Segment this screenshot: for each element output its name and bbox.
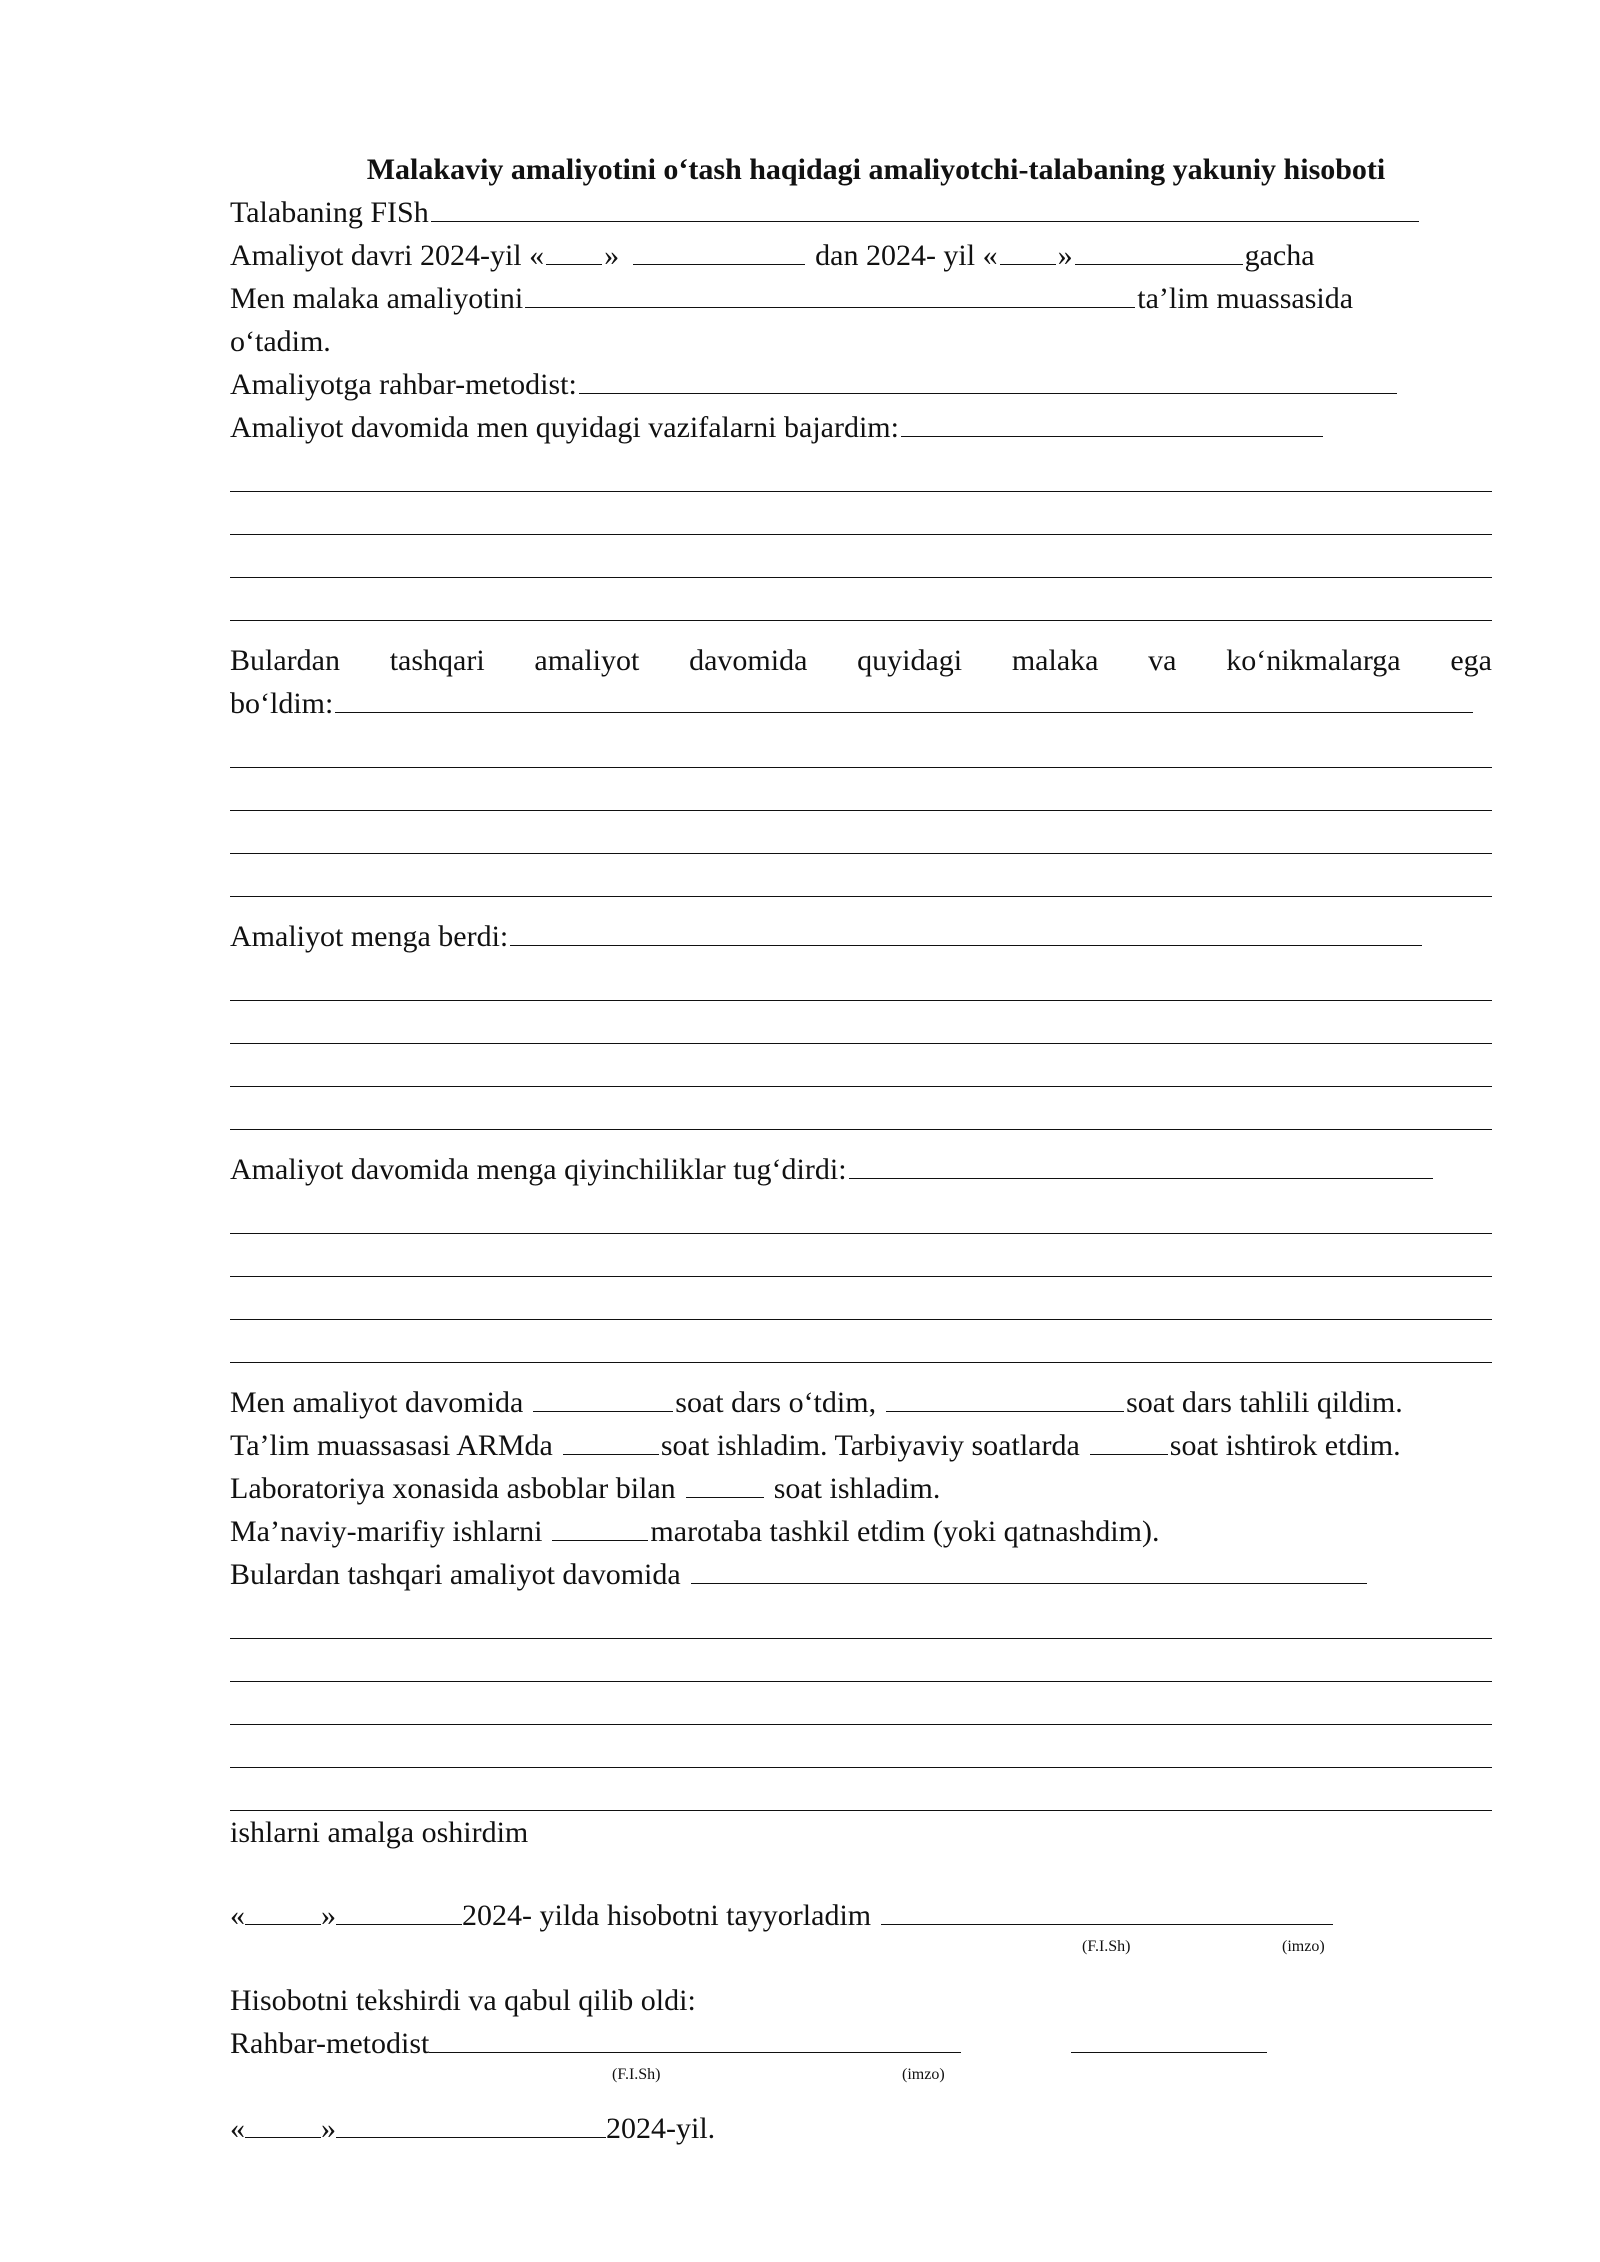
prepared-day-blank[interactable] (245, 1894, 321, 1925)
difficulties-label: Amaliyot davomida menga qiyinchiliklar tug‘dirdi: (230, 1153, 847, 1186)
gave-row (230, 915, 1492, 958)
signature-caption: (imzo) (1282, 1938, 1325, 1955)
period-until-label: gacha (1244, 239, 1315, 272)
hours-text: Bulardan tashqari amaliyot davomida (230, 1558, 681, 1591)
difficulties-line-1[interactable] (230, 1191, 1492, 1234)
other-work-line-5[interactable] (230, 1768, 1492, 1811)
institution-suffix: ta’lim muassasida (1137, 282, 1354, 315)
other-work-line-4[interactable] (230, 1725, 1492, 1768)
supervisor-signature-blank[interactable] (1071, 2022, 1267, 2053)
institution-label: Men malaka amaliyotini (230, 282, 524, 315)
educational-hours-blank[interactable] (1090, 1424, 1168, 1455)
lessons-analyzed-blank[interactable] (886, 1381, 1124, 1412)
hours-text: Men amaliyot davomida (230, 1386, 524, 1419)
hours-text: soat ishtirok etdim. (1169, 1429, 1401, 1462)
tasks-blank[interactable] (901, 406, 1323, 437)
hours-row-5 (230, 1553, 1492, 1596)
signature-caption: (imzo) (902, 2066, 945, 2083)
skills-blank[interactable] (335, 682, 1473, 713)
gave-line-2[interactable] (230, 1001, 1492, 1044)
difficulties-row (230, 1148, 1492, 1191)
quote-close: » (321, 1899, 336, 1932)
tasks-line-4[interactable] (230, 578, 1492, 621)
skills-word: va (1148, 644, 1177, 677)
arm-hours-blank[interactable] (563, 1424, 659, 1455)
tasks-line-1[interactable] (230, 449, 1492, 492)
gave-line-1[interactable] (230, 958, 1492, 1001)
skills-word: ega (1450, 644, 1492, 677)
prepared-label: 2024- yilda hisobotni tayyorladim (462, 1899, 872, 1932)
hours-text: Ta’lim muassasasi ARMda (230, 1429, 553, 1462)
prepared-fish-blank[interactable] (881, 1894, 1237, 1925)
quote-open: « (230, 2112, 245, 2145)
hours-row-1 (230, 1381, 1492, 1424)
skills-tail: bo‘ldim: (230, 687, 334, 720)
period-quote-close-2: » (1057, 239, 1073, 272)
other-work-line-2[interactable] (230, 1639, 1492, 1682)
tasks-line-3[interactable] (230, 535, 1492, 578)
skills-line-3[interactable] (230, 811, 1492, 854)
date-day-blank[interactable] (245, 2107, 321, 2138)
document-title: Malakaviy amaliyotini o‘tash haqidagi amaliyotchi-talabaning yakuniy hisoboti (366, 153, 1386, 186)
period-start-month-blank[interactable] (633, 234, 805, 265)
period-end-day-blank[interactable] (1000, 234, 1056, 265)
gave-label: Amaliyot menga berdi: (230, 920, 509, 953)
difficulties-line-2[interactable] (230, 1234, 1492, 1277)
hours-row-3 (230, 1467, 1492, 1510)
hours-text: soat dars tahlili qildim. (1126, 1386, 1403, 1419)
skills-word: ko‘nikmalarga (1226, 644, 1401, 677)
lab-hours-blank[interactable] (686, 1467, 764, 1498)
institution-blank[interactable] (525, 277, 1135, 308)
fish-caption: (F.I.Sh) (612, 2066, 661, 2083)
lessons-taught-blank[interactable] (533, 1381, 673, 1412)
period-end-month-blank[interactable] (1075, 234, 1243, 265)
supervisor-sign-label: Rahbar-metodist (230, 2027, 430, 2060)
year-label: 2024-yil. (606, 2112, 716, 2145)
supervisor-row (230, 363, 1492, 406)
period-to-label: dan 2024- yil « (815, 239, 998, 272)
prepared-month-blank[interactable] (336, 1894, 462, 1925)
checked-row (230, 1979, 1492, 2022)
date-month-blank[interactable] (336, 2107, 606, 2138)
other-work-blank[interactable] (691, 1553, 1367, 1584)
skills-line-2[interactable] (230, 768, 1492, 811)
period-start-day-blank[interactable] (546, 234, 602, 265)
institution-end: o‘tadim. (230, 325, 331, 358)
hours-text: Laboratoriya xonasida asboblar bilan (230, 1472, 676, 1505)
hours-text: soat ishladim. Tarbiyaviy soatlarda (660, 1429, 1080, 1462)
date-row (230, 2107, 1492, 2150)
skills-row-2 (230, 682, 1492, 725)
skills-row (230, 639, 1492, 682)
skills-word: malaka (1011, 644, 1099, 677)
quote-close: » (321, 2112, 336, 2145)
gave-line-4[interactable] (230, 1087, 1492, 1130)
supervisor-sign-row (230, 2022, 1492, 2065)
supervisor-label: Amaliyotga rahbar-metodist: (230, 368, 577, 401)
prepared-captions (230, 1937, 1492, 1961)
other-work-line-1[interactable] (230, 1596, 1492, 1639)
fish-caption: (F.I.Sh) (1082, 1938, 1131, 1955)
prepared-row (230, 1894, 1492, 1937)
period-row (230, 234, 1492, 277)
supervisor-blank[interactable] (579, 363, 1397, 394)
hours-text: soat dars o‘tdim, (675, 1386, 877, 1419)
other-work-line-3[interactable] (230, 1682, 1492, 1725)
difficulties-blank[interactable] (849, 1148, 1433, 1179)
period-label: Amaliyot davri 2024-yil « (230, 239, 545, 272)
hours-text: Ma’naviy-marifiy ishlarni (230, 1515, 543, 1548)
skills-word: Bulardan (230, 644, 340, 677)
spiritual-events-blank[interactable] (552, 1510, 648, 1541)
gave-line-3[interactable] (230, 1044, 1492, 1087)
tasks-row (230, 406, 1492, 449)
student-name-blank[interactable] (431, 191, 1419, 222)
skills-word: davomida (689, 644, 808, 677)
skills-word: quyidagi (857, 644, 963, 677)
hours-text: marotaba tashkil etdim (yoki qatnashdim). (650, 1515, 1160, 1548)
difficulties-line-4[interactable] (230, 1320, 1492, 1363)
skills-line-4[interactable] (230, 854, 1492, 897)
prepared-signature-blank[interactable] (1237, 1894, 1333, 1925)
report-form (230, 148, 1492, 2150)
checked-label: Hisobotni tekshirdi va qabul qilib oldi: (230, 1984, 696, 2017)
hours-row-4 (230, 1510, 1492, 1553)
skills-word: tashqari (389, 644, 485, 677)
tasks-label: Amaliyot davomida men quyidagi vazifalarni bajardim: (230, 411, 899, 444)
hours-text: soat ishladim. (773, 1472, 941, 1505)
tasks-line-2[interactable] (230, 492, 1492, 535)
supervisor-captions (230, 2065, 1492, 2089)
institution-row-2 (230, 320, 1492, 363)
hours-text: ishlarni amalga oshirdim (230, 1816, 529, 1849)
period-quote-close: » (604, 239, 620, 272)
hours-row-2 (230, 1424, 1492, 1467)
gave-blank[interactable] (510, 915, 1422, 946)
institution-row (230, 277, 1492, 320)
supervisor-fish-blank[interactable] (429, 2022, 961, 2053)
quote-open: « (230, 1899, 245, 1932)
skills-line-1[interactable] (230, 725, 1492, 768)
student-name-row (230, 191, 1492, 234)
student-name-label: Talabaning FISh (230, 196, 429, 229)
difficulties-line-3[interactable] (230, 1277, 1492, 1320)
skills-word: amaliyot (534, 644, 640, 677)
hours-row-6 (230, 1811, 1492, 1854)
